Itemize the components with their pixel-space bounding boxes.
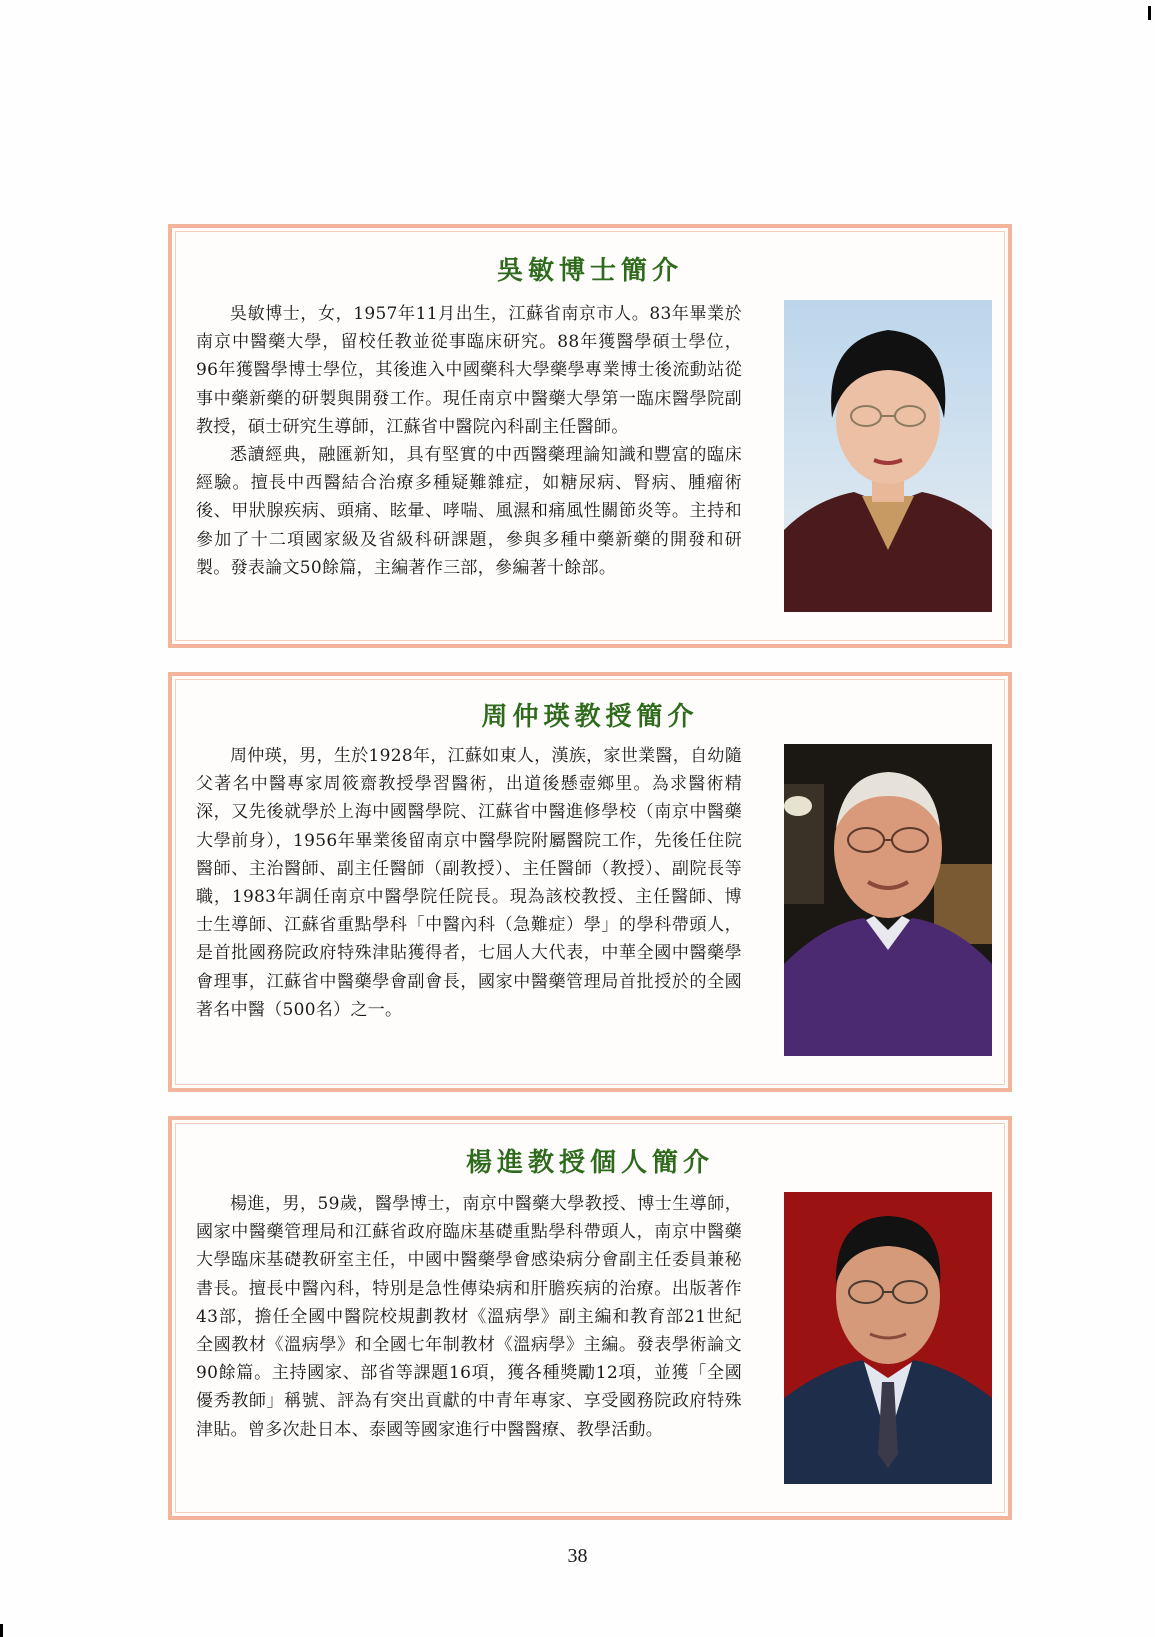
portrait-photo [784,1192,992,1484]
profile-title: 吳敏博士簡介 [496,256,683,286]
bio-paragraph: 悉讀經典，融匯新知，具有堅實的中西醫藥理論知識和豐富的臨床經驗。擅長中西醫結合治療多種疑難雜症，如糖尿病、腎病、腫瘤術後、甲狀腺疾病、頭痛、眩暈、哮喘、風濕和痛風性關節炎等。主持和參加了十二項國家級及省級科研課題，參與多種中藥新藥的開發和研製。發表論文50餘篇，主編著作三部，參編著十餘部。 [196,445,742,578]
scan-edge-mark [1148,6,1151,20]
profile-bio [196,742,742,1024]
scan-edge-mark [0,1624,3,1637]
bio-paragraph: 周仲瑛，男，生於1928年，江蘇如東人，漢族，家世業醫，自幼隨父著名中醫專家周筱齋教授學習醫術，出道後懸壺鄉里。為求醫術精深，又先後就學於上海中國醫學院、江蘇省中醫進修學校（南京中醫藥大學前身），1956年畢業後留南京中醫學院附屬醫院工作，先後任住院醫師、主治醫師、副主任醫師（副教授）、主任醫師（教授）、副院長等職，1983年調任南京中醫學院任院長。現為該校教授、主任醫師、博士生導師、江蘇省重點學科「中醫內科（急難症）學」的學科帶頭人，是首批國務院政府特殊津貼獲得者，七屆人大代表，中華全國中醫藥學會理事，江蘇省中醫藥學會副會長，國家中醫藥管理局首批授於的全國著名中醫（500名）之一。 [196,746,742,1020]
bio-paragraph: 楊進，男，59歲，醫學博士，南京中醫藥大學教授、博士生導師，國家中醫藥管理局和江蘇省政府臨床基礎重點學科帶頭人，南京中醫藥大學臨床基礎教研室主任，中國中醫藥學會感染病分會副主任委員兼秘書長。擅長中醫內科，特別是急性傳染病和肝膽疾病的治療。出版著作43部，擔任全國中醫院校規劃教材《溫病學》副主編和教育部21世紀全國教材《溫病學》和全國七年制教材《溫病學》主編。發表學術論文90餘篇。主持國家、部省等課題16項，獲各種獎勵12項，並獲「全國優秀教師」稱號、評為有突出貢獻的中青年專家、享受國務院政府特殊津貼。曾多次赴日本、泰國等國家進行中醫醫療、教學活動。 [196,1194,742,1440]
portrait-photo [784,744,992,1056]
profile-title: 楊進教授個人簡介 [465,1148,714,1178]
profile-card-zhou-zhongying [168,672,1012,1092]
profile-card-wu-min [168,224,1012,648]
profile-bio [196,1190,742,1444]
portrait-photo [784,300,992,612]
profile-card-yang-jin [168,1116,1012,1520]
profile-title: 周仲瑛教授簡介 [481,702,699,732]
page-number: 38 [567,1545,588,1567]
profile-bio [196,300,742,582]
bio-paragraph: 吳敏博士，女，1957年11月出生，江蘇省南京市人。83年畢業於南京中醫藥大學，留校任教並從事臨床研究。88年獲醫學碩士學位，96年獲醫學博士學位，其後進入中國藥科大學藥學專業博士後流動站從事中藥新藥的研製與開發工作。現任南京中醫藥大學第一臨床醫學院副教授，碩士研究生導師，江蘇省中醫院內科副主任醫師。 [196,304,742,437]
